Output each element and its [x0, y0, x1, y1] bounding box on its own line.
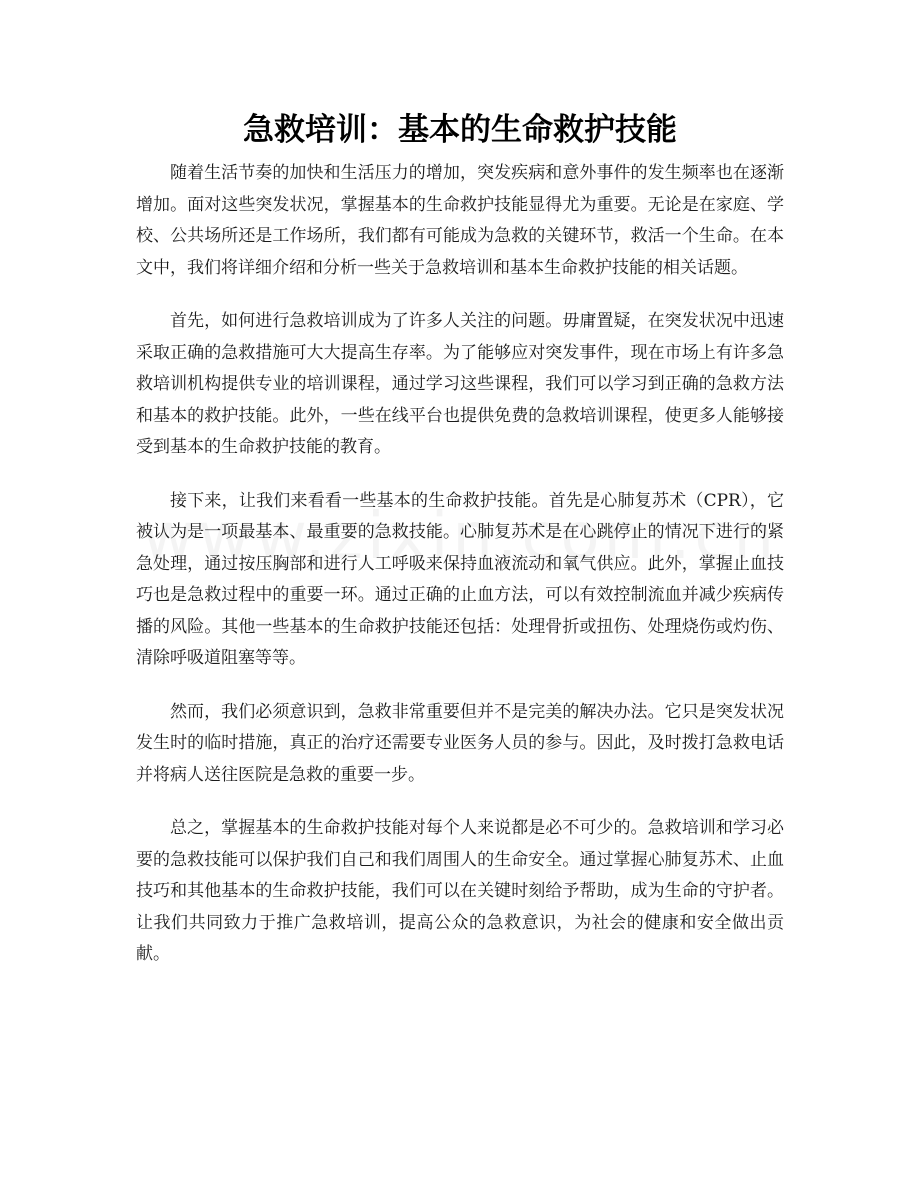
paragraph-limitations: 然而，我们必须意识到，急救非常重要但并不是完美的解决办法。它只是突发状况发生时的临时措施，真正的治疗还需要专业医务人员的参与。因此，及时拨打急救电话并将病人送往医院是急救的重要一步。 — [136, 701, 784, 785]
paragraph-skills: 接下来，让我们来看看一些基本的生命救护技能。首先是心肺复苏术（CPR），它被认为是一项最基本、最重要的急救技能。心肺复苏术是在心跳停止的情况下进行的紧急处理，通过按压胸部和进行人工呼吸来保持血液流动和氧气供应。此外，掌握止血技巧也是急救过程中的重要一环。通过正确的止血方法，可以有效控制流血并减少疾病传播的风险。其他一些基本的生命救护技能还包括：处理骨折或扭伤、处理烧伤或灼伤、清除呼吸道阻塞等等。 — [136, 490, 784, 668]
document-body — [136, 158, 784, 993]
paragraph-training: 首先，如何进行急救培训成为了许多人关注的问题。毋庸置疑，在突发状况中迅速采取正确的急救措施可大大提高生存率。为了能够应对突发事件，现在市场上有许多急救培训机构提供专业的培训课程，通过学习这些课程，我们可以学习到正确的急救方法和基本的救护技能。此外，一些在线平台也提供免费的急救培训课程，使更多人能够接受到基本的生命救护技能的教育。 — [136, 311, 784, 457]
paragraph-conclusion: 总之，掌握基本的生命救护技能对每个人来说都是必不可少的。急救培训和学习必要的急救技能可以保护我们自己和我们周围人的生命安全。通过掌握心肺复苏术、止血技巧和其他基本的生命救护技能，我们可以在关键时刻给予帮助，成为生命的守护者。让我们共同致力于推广急救培训，提高公众的急救意识，为社会的健康和安全做出贡献。 — [136, 818, 784, 964]
document-title: 急救培训：基本的生命救护技能 — [243, 112, 677, 148]
paragraph-intro: 随着生活节奏的加快和生活压力的增加，突发疾病和意外事件的发生频率也在逐渐增加。面对这些突发状况，掌握基本的生命救护技能显得尤为重要。无论是在家庭、学校、公共场所还是工作场所，我们都有可能成为急救的关键环节，救活一个生命。在本文中，我们将详细介绍和分析一些关于急救培训和基本生命救护技能的相关话题。 — [136, 163, 784, 278]
